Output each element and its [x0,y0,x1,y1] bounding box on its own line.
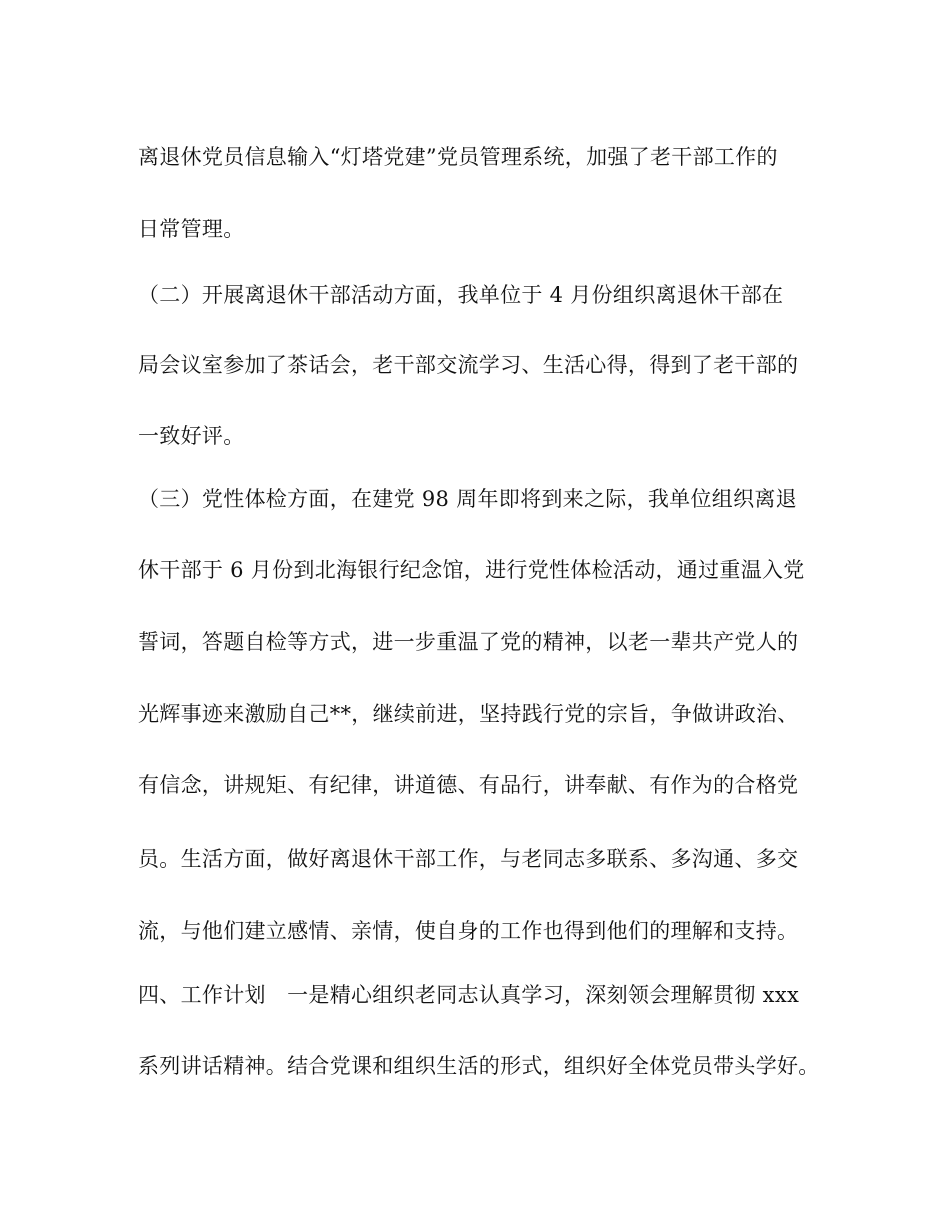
text-line-13: 四、工作计划 一是精心组织老同志认真学习，深刻领会理解贯彻 xxx [138,983,800,1007]
text-line-5: 一致好评。 [138,424,245,448]
text-line-8: 誓词，答题自检等方式，进一步重温了党的精神，以老一辈共产党人的 [138,630,799,654]
text-line-12: 流，与他们建立感情、亲情，使自身的工作也得到他们的理解和支持。 [138,919,799,943]
text-line-11: 员。生活方面，做好离退休干部工作，与老同志多联系、多沟通、多交 [138,847,799,871]
text-line-1: 离退休党员信息输入“灯塔党建”党员管理系统，加强了老干部工作的 [138,145,778,169]
text-line-10: 有信念，讲规矩、有纪律，讲道德、有品行，讲奉献、有作为的合格党 [138,773,799,797]
text-line-7: 休干部于 6 月份到北海银行纪念馆，进行党性体检活动，通过重温入党 [138,558,805,582]
text-line-2: 日常管理。 [138,217,245,241]
text-line-4: 局会议室参加了茶话会，老干部交流学习、生活心得，得到了老干部的 [138,353,799,377]
text-line-14: 系列讲话精神。结合党课和组织生活的形式，组织好全体党员带头学好。 [138,1054,820,1078]
text-line-6: （三）党性体检方面，在建党 98 周年即将到来之际，我单位组织离退 [138,487,797,511]
text-line-3: （二）开展离退休干部活动方面，我单位于 4 月份组织离退休干部在 [138,283,784,307]
text-line-9: 光辉事迹来激励自己**，继续前进，坚持践行党的宗旨，争做讲政治、 [138,702,799,726]
